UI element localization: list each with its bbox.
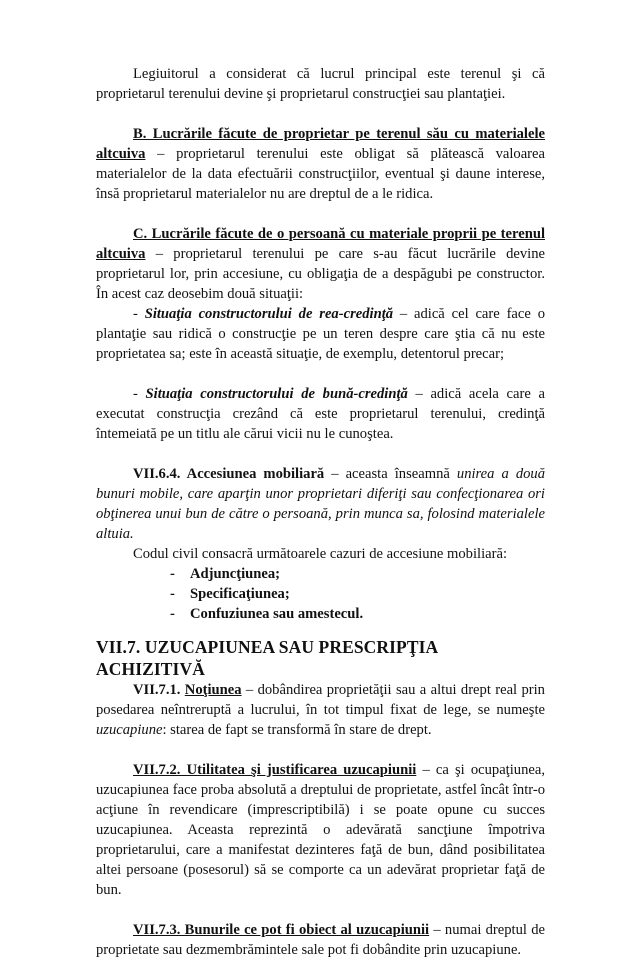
section-772 — [96, 760, 545, 900]
paragraph-legislator: Legiuitorul a considerat că lucrul principal este terenul şi că proprietarul terenului devine şi proprietarul construcţiei sau plantaţiei. — [96, 66, 545, 102]
section-771-term: uzucapiune — [96, 722, 163, 738]
situation-bad-faith: - Situaţia constructorului de rea-credinţă – adică cel care face o plantaţie sau ridică o construcţie pe un teren despre care ştia că nu este proprietatea sa; este în această situaţie, de exemplu, detentorul precar; — [96, 306, 545, 362]
section-772-body: – ca şi ocupaţiunea, uzucapiunea face proba absolută a dreptului de proprietate, astfel încât într-o acţiune în revendicare (imprescriptibilă) i se poate opune cu succes uzucapiunea. Aceasta reprezintă o adevărată sancţiune împotriva proprietarului, care a manifestat dezinteres faţă de bun, dând posibilitatea altei persoane (posesorul) să se comporte ca un adevărat proprietar faţă de bun. — [96, 762, 545, 898]
section-771-tail: : starea de fapt se transformă în stare de drept. — [162, 722, 432, 738]
section-773 — [96, 920, 545, 960]
section-b-body: – proprietarul terenului este obligat să plătească valoarea materialelor de la data efectuării construcţiilor, eventual şi daune interese, însă proprietarul materialelor nu are dreptul de a le ridica. — [96, 146, 545, 202]
section-c-heading: C. Lucrările făcute de o persoană cu materiale proprii pe terenul altcuiva — [96, 226, 545, 262]
list-item: - Adjuncţiunea; — [170, 566, 281, 582]
section-b-heading: B. Lucrările făcute de proprietar pe terenul său cu materialele altcuiva — [96, 126, 545, 162]
bad-faith-body: – adică cel care face o plantaţie sau ridică o construcţie pe un teren despre care ştia că nu este proprietatea sa; este în această situaţie, de exemplu, detentorul precar; — [96, 306, 545, 362]
list-item-label: Specificaţiunea; — [190, 586, 290, 602]
list-item: - Specificaţiunea; — [170, 586, 290, 602]
section-764-definition: unirea a două bunuri mobile, care aparţin unor proprietari diferiţi sau confecţionarea ori obţinerea unui bun de către o persoană, prin munca sa, folosind materialele altuia. — [96, 466, 546, 542]
section-764 — [96, 464, 545, 544]
section-c — [96, 224, 545, 304]
section-c-body: – proprietarul terenului pe care s-au făcut lucrările devine proprietarul lor, prin accesiune, cu obligaţia de a despăgubi pe constructor. În acest caz deosebim două situaţii: — [96, 246, 545, 302]
accession-cases-list — [96, 564, 545, 624]
section-764-heading: VII.6.4. Accesiunea mobiliară — [133, 466, 325, 482]
section-771-body: – dobândirea proprietăţii sau a altui drept real prin posedarea neîntreruptă a lucrului, în tot timpul fixat de lege, se numeşte — [96, 682, 545, 718]
section-b — [96, 124, 545, 204]
section-771-title: Noţiunea — [184, 682, 242, 698]
situation-good-faith: - Situaţia constructorului de bună-credinţă – adică acela care a executat construcţia crezând că este proprietarul terenului, credinţă întemeiată pe un titlu ale cărui vicii nu le cunoştea. — [96, 386, 545, 442]
chapter-title: VII.7. UZUCAPIUNEA SAU PRESCRIPŢIA ACHIZITIVĂ — [96, 637, 438, 679]
section-773-body: – numai dreptul de proprietate sau dezmembrămintele sale pot fi dobândite prin uzucapiune. — [96, 922, 545, 958]
section-771 — [96, 680, 545, 740]
good-faith-body: – adică acela care a executat construcţia crezând că este proprietarul terenului, credinţă întemeiată pe un titlu ale cărui vicii nu le cunoştea. — [96, 386, 545, 442]
bad-faith-label: Situaţia constructorului de rea-credinţă — [144, 306, 394, 322]
section-771-number: VII.7.1. — [133, 682, 181, 698]
list-item-label: Confuziunea sau amestecul. — [190, 606, 364, 622]
list-item-label: Adjuncţiunea; — [190, 566, 281, 582]
section-764-dash: – aceasta înseamnă — [324, 466, 457, 482]
list-item: - Confuziunea sau amestecul. — [170, 606, 364, 622]
good-faith-label: Situaţia constructorului de bună-credinţă — [145, 386, 408, 402]
section-764-intro: Codul civil consacră următoarele cazuri de accesiune mobiliară: — [133, 546, 507, 562]
section-773-heading: VII.7.3. Bunurile ce pot fi obiect al uzucapiunii — [133, 922, 430, 938]
section-772-heading: VII.7.2. Utilitatea şi justificarea uzucapiunii — [133, 762, 417, 778]
